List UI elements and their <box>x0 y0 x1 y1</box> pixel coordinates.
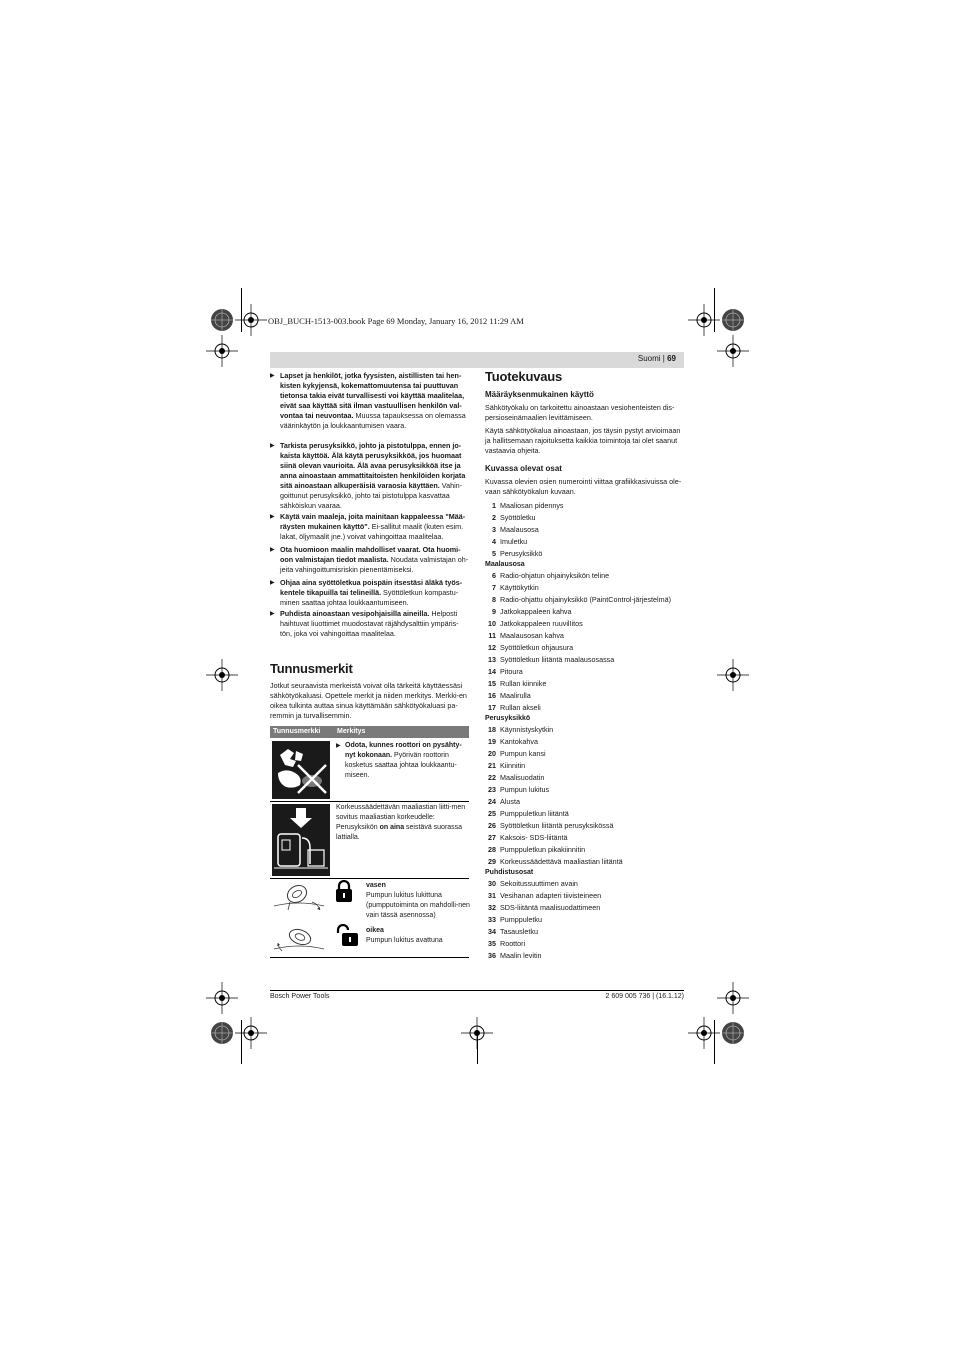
list-item <box>485 500 684 512</box>
part-number: 9 <box>492 607 496 616</box>
list-item <box>485 808 684 820</box>
base-unit-standing-icon <box>272 804 330 876</box>
list-item <box>485 582 684 594</box>
parts-group-title: Puhdistusosat <box>485 869 534 876</box>
part-number: 18 <box>488 725 496 734</box>
part-number: 12 <box>488 643 496 652</box>
list-item <box>485 524 684 536</box>
registration-mark-left-lower <box>204 980 240 1016</box>
list-item <box>485 570 684 582</box>
list-item <box>485 844 684 856</box>
part-name: Alusta <box>500 797 520 806</box>
list-item <box>485 878 684 890</box>
part-number: 7 <box>492 583 496 592</box>
parts-intro: Kuvassa olevien osien numerointi viittaa grafiikkasivuissa ole-vaan sähkötyökalun kuvaan. <box>485 477 682 496</box>
part-number: 30 <box>488 879 496 888</box>
registration-mark-left-middle <box>204 657 240 693</box>
bullet-triangle-icon: ▶ <box>270 514 275 520</box>
part-name: Vesihanan adapteri tiivisteineen <box>500 891 602 900</box>
part-number: 31 <box>488 891 496 900</box>
table-header-symbol: Tunnusmerkki <box>273 728 321 735</box>
right-column <box>485 371 684 962</box>
part-name: Rullan akseli <box>500 703 541 712</box>
footer-brand: Bosch Power Tools <box>270 993 330 1000</box>
list-item <box>485 724 684 736</box>
part-number: 11 <box>488 631 496 640</box>
pump-lock-left-meaning: vasen Pumpun lukitus lukittuna (pumpputoiminta on mahdolli-nen vain tässä asennossa) <box>366 882 470 919</box>
registration-mark-right-lower <box>715 980 751 1016</box>
list-item <box>485 702 684 714</box>
bullet-triangle-icon: ▶ <box>270 547 275 553</box>
part-name: Sekoitussuuttimen avain <box>500 879 578 888</box>
header-separator: | <box>660 354 668 363</box>
list-item <box>485 690 684 702</box>
list-item <box>485 736 684 748</box>
parts-group-title: Perusyksikkö <box>485 715 531 722</box>
part-name: Käyttökytkin <box>500 583 539 592</box>
safety-bullet: ▶ Ohjaa aina syöttöletkua poispäin itsestäsi äläkä työs-kentele tikapuilla tai telineillä. Syöttöletkun kompastu-minen saattaa johtaa loukkaantumiseen. <box>270 578 463 607</box>
part-name: Maaliosan pidennys <box>500 501 564 510</box>
lock-closed-icon <box>335 880 353 902</box>
footer-line <box>270 990 684 991</box>
part-number: 22 <box>488 773 496 782</box>
part-number: 6 <box>492 571 496 580</box>
registration-mark-bottom-right-outer <box>715 1015 751 1051</box>
list-item <box>485 630 684 642</box>
parts-list <box>485 500 684 962</box>
table-row-1-meaning: ▶ Odota, kunnes roottori on pysähty-nyt kokonaan. Pyörivän roottorin kosketus saattaa johtaa loukkaantu-miseen. <box>336 742 462 779</box>
pump-lock-right-illustration-icon <box>272 921 326 957</box>
part-number: 2 <box>492 513 496 522</box>
symbols-heading: Tunnusmerkit <box>270 661 353 676</box>
part-number: 3 <box>492 525 496 534</box>
table-bottom-line <box>270 957 469 958</box>
part-name: Maalausosa <box>500 525 539 534</box>
safety-bullet: ▶ Ota huomioon maalin mahdolliset vaarat. Ota huomi-oon valmistajan tiedot maalista. Noudata valmistajan oh-jeita vahingoittumisriskin pienentämiseksi. <box>270 545 469 574</box>
part-number: 13 <box>488 655 496 664</box>
list-item <box>485 914 684 926</box>
crop-line <box>241 1020 242 1064</box>
part-name: Pitoura <box>500 667 523 676</box>
registration-mark-bottom-left <box>233 1015 269 1051</box>
table-row-2-meaning: Korkeussäädettävän maaliastian liitti-men sovitus maaliastian korkeudelle: Perusyksikön on aina seistävä suorassa lattialla. <box>336 804 466 841</box>
bullet-triangle-icon: ▶ <box>270 373 275 379</box>
list-item <box>485 748 684 760</box>
list-item <box>485 890 684 902</box>
list-item <box>485 950 684 962</box>
parts-title: Kuvassa olevat osat <box>485 464 562 473</box>
list-item <box>485 784 684 796</box>
part-name: Pumppuletkun liitäntä <box>500 809 569 818</box>
part-number: 19 <box>488 737 496 746</box>
safety-bullet: ▶ Käytä vain maaleja, joita mainitaan kappaleessa "Mää-räysten mukainen käyttö". Ei-sallitut maalit (kuten esim. lakat, öljymaalit jne.) voivat vahingoittaa maalitelaa. <box>270 512 466 541</box>
part-name: Syöttöletkun liitäntä perusyksikössä <box>500 821 614 830</box>
parts-group-title: Maalausosa <box>485 561 525 568</box>
list-item <box>485 618 684 630</box>
part-name: Imuletku <box>500 537 528 546</box>
part-number: 27 <box>488 833 496 842</box>
intended-use-paragraph-1: Sähkötyökalu on tarkoitettu ainoastaan vesiohenteisten dis-persioseinämaalien levittämiseen. <box>485 403 675 422</box>
part-name: Roottori <box>500 939 526 948</box>
table-divider <box>270 878 469 879</box>
part-number: 1 <box>492 501 496 510</box>
part-name: Tasausletku <box>500 927 538 936</box>
registration-mark-left-upper <box>204 333 240 369</box>
table-header-meaning: Merkitys <box>337 728 366 735</box>
list-item <box>485 832 684 844</box>
pump-lock-right-meaning: oikea Pumpun lukitus avattuna <box>366 927 443 944</box>
crop-line <box>477 1030 478 1064</box>
part-number: 5 <box>492 549 496 558</box>
list-item <box>485 938 684 950</box>
part-number: 21 <box>488 761 496 770</box>
page-header-text <box>638 354 676 363</box>
list-item <box>485 666 684 678</box>
header-language: Suomi <box>637 354 661 363</box>
part-name: Radio-ohjatun ohjainyksikön teline <box>500 571 610 580</box>
lock-open-icon <box>335 924 359 946</box>
part-name: Syöttöletkun ohjausura <box>500 643 574 652</box>
safety-bullet: ▶ Puhdista ainoastaan vesipohjaisilla aineilla. Helposti haihtuvat liuottimet muodostavat räjähdysalttiin ympäris-tön, joka voi vahingoittaa maalitelaa. <box>270 609 459 638</box>
table-divider <box>270 801 469 802</box>
part-name: Pumpun kansi <box>500 749 546 758</box>
file-info: OBJ_BUCH-1513-003.book Page 69 Monday, January 16, 2012 11:29 AM <box>268 316 524 326</box>
part-number: 34 <box>488 927 496 936</box>
part-number: 16 <box>488 691 496 700</box>
part-name: Jatkokappaleen ruuvilIitos <box>500 619 583 628</box>
intended-use-title: Määräyksenmukainen käyttö <box>485 390 594 399</box>
list-item <box>485 856 684 868</box>
part-number: 20 <box>488 749 496 758</box>
safety-bullet: ▶ Lapset ja henkilöt, jotka fyysisten, aistillisten tai hen-kisten kykyjensä, kokemattomuutensa tai puuttuvan tietonsa takia eivät turvallisesti voi käyttää maalitelaa, eivät saa käyttää sitä ilman vastuullisen henkilön val-vontaa tai neuvontaa. Muussa tapauksessa on olemassa väärinkäytön ja loukkaantumisen vaara. <box>270 371 466 430</box>
part-name: Perusyksikkö <box>500 549 543 558</box>
bullet-triangle-icon: ▶ <box>270 611 275 617</box>
part-number: 10 <box>488 619 496 628</box>
part-name: Pumppuletkun pikakiinnitin <box>500 845 586 854</box>
part-number: 28 <box>488 845 496 854</box>
part-name: Maalisuodatin <box>500 773 545 782</box>
part-name: Maalausosan kahva <box>500 631 564 640</box>
symbols-intro: Jotkut seuraavista merkeistä voivat olla tärkeitä käyttäessäsi sähkötyökaluasi. Opettele merkit ja niiden merkitys. Merkki-en oikea tulkinta auttaa sinua käyttämään sähkötyökaluasi pa-remmin ja turvallisemmin. <box>270 681 467 720</box>
part-number: 29 <box>488 857 496 866</box>
part-name: Maalin levitin <box>500 951 542 960</box>
safety-bullet: ▶ Tarkista perusyksikkö, johto ja pistotulppa, ennen jo-kaista käyttöä. Älä käytä perusyksikköä, jos huomaat siinä olevan vaurioita. Älä avaa perusyksikköä itse ja anna ainoastaan ammattitaitoisten henkilöiden korjata sitä ainoastaan alkuperäisiä varaosia käyttäen. Vahin-goittunut perusyksikkö, johto tai pistotulppa kasvattaa sähköiskun vaaraa. <box>270 441 466 510</box>
part-number: 15 <box>488 679 496 688</box>
part-number: 23 <box>488 785 496 794</box>
crop-line <box>241 288 242 332</box>
list-item <box>485 642 684 654</box>
registration-mark-right-upper <box>715 333 751 369</box>
part-name: Syöttöletku <box>500 513 536 522</box>
part-number: 35 <box>488 939 496 948</box>
left-column <box>270 371 469 642</box>
list-item <box>485 760 684 772</box>
part-name: Kaksois- SDS-liitäntä <box>500 833 568 842</box>
part-number: 33 <box>488 915 496 924</box>
list-item <box>485 512 684 524</box>
part-name: Kantokahva <box>500 737 538 746</box>
page-number: 69 <box>667 354 676 363</box>
list-item <box>485 902 684 914</box>
part-number: 14 <box>488 667 496 676</box>
list-item <box>485 594 684 606</box>
bullet-triangle-icon: ▶ <box>336 743 341 749</box>
part-name: SDS-liitäntä maalisuodattimeen <box>500 903 601 912</box>
list-item <box>485 654 684 666</box>
part-number: 8 <box>492 595 496 604</box>
list-item <box>485 606 684 618</box>
bullet-triangle-icon: ▶ <box>270 580 275 586</box>
list-item <box>485 678 684 690</box>
part-name: Rullan kiinnike <box>500 679 547 688</box>
crop-line <box>714 288 715 332</box>
part-number: 4 <box>492 537 496 546</box>
part-name: Jatkokappaleen kahva <box>500 607 572 616</box>
part-number: 32 <box>488 903 496 912</box>
part-name: Kiinnitin <box>500 761 526 770</box>
part-number: 26 <box>488 821 496 830</box>
product-description-heading: Tuotekuvaus <box>485 369 563 384</box>
part-name: Maalirulla <box>500 691 531 700</box>
list-item <box>485 926 684 938</box>
registration-mark-right-middle <box>715 657 751 693</box>
part-name: Syöttöletkun liitäntä maalausosassa <box>500 655 615 664</box>
no-hands-warning-icon <box>272 741 330 799</box>
list-item <box>485 536 684 548</box>
list-item <box>485 796 684 808</box>
part-number: 25 <box>488 809 496 818</box>
part-name: Käynnistyskytkin <box>500 725 554 734</box>
list-item <box>485 772 684 784</box>
part-number: 17 <box>488 703 496 712</box>
list-item <box>485 820 684 832</box>
part-number: 36 <box>488 951 496 960</box>
pump-lock-left-illustration-icon <box>272 880 326 916</box>
part-number: 24 <box>488 797 496 806</box>
footer-doc-number: 2 609 005 736 | (16.1.12) <box>605 993 684 1000</box>
page-header <box>270 352 684 368</box>
list-item <box>485 548 684 560</box>
bullet-triangle-icon: ▶ <box>270 443 275 449</box>
crop-line <box>714 1020 715 1064</box>
table-header <box>270 726 469 738</box>
part-name: Pumpun lukitus <box>500 785 550 794</box>
part-name: Korkeussäädettävä maaliastian liitäntä <box>500 857 623 866</box>
intended-use-paragraph-2: Käytä sähkötyökalua ainoastaan, jos täysin pystyt arvioimaan ja hallitsemaan rajoituksetta kaikkia toimintoja tai olet saanut vastaavia ohjeita. <box>485 426 681 455</box>
part-name: Pumppuletku <box>500 915 542 924</box>
part-name: Radio-ohjattu ohjainyksikkö (PaintControl-järjestelmä) <box>500 595 671 604</box>
